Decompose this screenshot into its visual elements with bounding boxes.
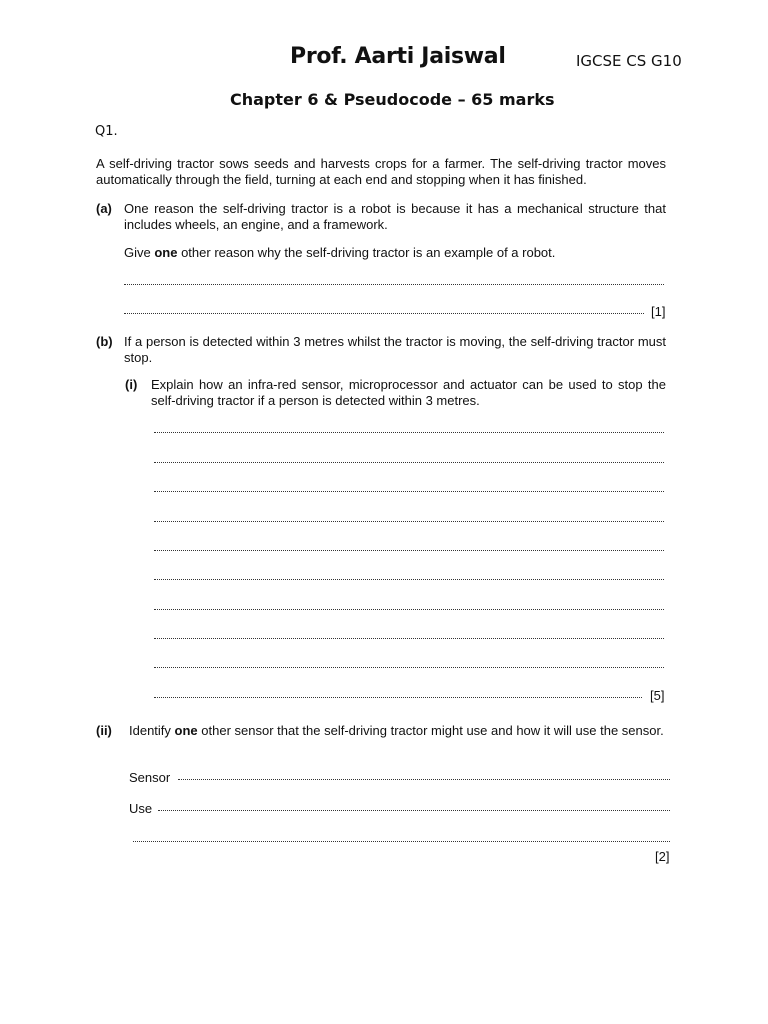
answer-line-bi-7[interactable] [154,605,664,610]
part-b-i-text: Explain how an infra-red sensor, microprocessor and actuator can be used to stop the self-driving tractor if a person is detected within 3 metres. [151,377,666,408]
part-b-ii-label: (ii) [96,723,112,738]
answer-line-bi-1[interactable] [154,428,664,433]
answer-line-bi-6[interactable] [154,575,664,580]
use-answer-line-2[interactable] [133,837,670,842]
part-b-label: (b) [96,334,113,349]
answer-line-bi-10[interactable] [154,693,642,698]
part-a-text: One reason the self-driving tractor is a robot is because it has a mechanical structure that includes wheels, an engine, and a framework. [124,201,666,232]
sensor-answer-line[interactable] [178,775,670,780]
part-a-label: (a) [96,201,112,216]
part-b-i-label: (i) [125,377,138,392]
answer-line-bi-4[interactable] [154,517,664,522]
marks-a: [1] [651,304,666,319]
answer-line-a1[interactable] [124,280,664,285]
page-subtitle: Chapter 6 & Pseudocode – 65 marks [230,90,555,109]
use-answer-line-1[interactable] [158,806,670,811]
part-a-prompt: Give one other reason why the self-driving tractor is an example of a robot. [124,245,556,260]
answer-line-bi-8[interactable] [154,634,664,639]
part-b-ii-text: Identify one other sensor that the self-driving tractor might use and how it will use the sensor. [129,723,664,738]
answer-line-bi-3[interactable] [154,487,664,492]
answer-line-bi-2[interactable] [154,458,664,463]
question-number: Q1. [95,124,118,139]
sensor-label: Sensor [129,770,171,785]
answer-line-bi-5[interactable] [154,546,664,551]
course-code: IGCSE CS G10 [576,52,682,70]
answer-line-a2[interactable] [124,309,644,314]
marks-b-i: [5] [650,688,665,703]
marks-b-ii: [2] [655,849,670,864]
part-b-text: If a person is detected within 3 metres whilst the tractor is moving, the self-driving tractor must stop. [124,334,666,365]
answer-line-bi-9[interactable] [154,663,664,668]
use-label: Use [129,801,153,816]
question-intro: A self-driving tractor sows seeds and harvests crops for a farmer. The self-driving tractor moves automatically through the field, turning at each end and stopping when it has finished. [96,156,666,187]
author-name: Prof. Aarti Jaiswal [290,44,506,69]
